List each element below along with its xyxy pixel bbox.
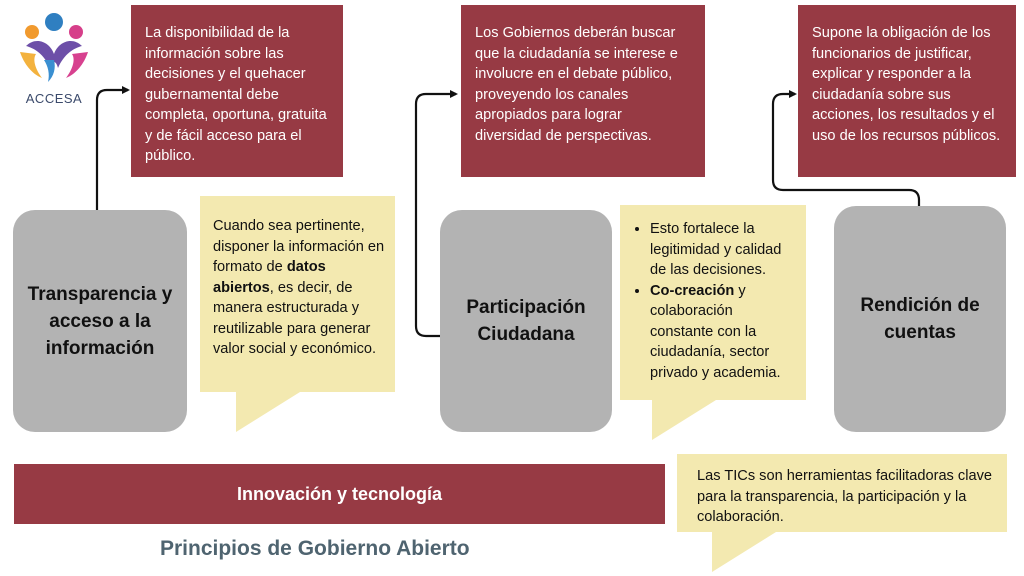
description-participacion (461, 5, 705, 177)
note-tail-participacion (652, 400, 716, 440)
note-participacion-bullet-1 (650, 219, 796, 281)
note-participacion (620, 205, 806, 400)
pillar-participacion-title: Participación Ciudadana (466, 297, 586, 345)
pillar-participacion (440, 210, 612, 432)
connector-transparencia (97, 90, 128, 210)
innovation-banner (14, 464, 665, 524)
pillar-rendicion-title: Rendición de cuentas (860, 295, 980, 343)
note-tail-banner (712, 532, 776, 572)
pillar-transparencia-title: Transparencia y acceso a la información (27, 283, 173, 359)
note-transparencia-bold: datos abiertos (213, 259, 326, 296)
pillar-rendicion (834, 206, 1006, 432)
description-rendicion (798, 5, 1016, 177)
note-participacion-list (626, 219, 796, 383)
pillar-transparencia (13, 210, 187, 432)
note-participacion-bullet-2-bold: Co-creación (650, 282, 735, 299)
note-banner-text: Las TICs son herramientas facilitadoras clave para la transparencia, la participación y la colaboración. (697, 468, 992, 525)
note-participacion-bullet-1-text: Esto fortalece la legitimidad y calidad de las decisiones. (650, 221, 782, 278)
note-participacion-bullet-2-text: y colaboración constante con la ciudadanía, sector privado y academia. (650, 282, 781, 381)
note-transparencia-text-rest: , es decir, de manera estructurada y reutilizable para generar valor social y económico. (213, 279, 377, 357)
note-transparencia (200, 196, 395, 392)
note-participacion-bullet-2 (650, 281, 796, 384)
note-banner (677, 454, 1007, 532)
note-transparencia-text: Cuando sea pertinente, disponer la información en formato de (213, 218, 385, 275)
innovation-banner-label: Innovación y tecnología (236, 483, 443, 504)
description-transparencia-text: La disponibilidad de la información sobre las decisiones y el quehacer gubernamental debe completa, oportuna, gratuita y de fácil acceso para el público. (145, 25, 327, 164)
description-participacion-text: Los Gobiernos deberán buscar que la ciudadanía se interese e involucre en el debate público, proveyendo los canales apropiados para lograr diversidad de perspectivas. (475, 25, 678, 144)
page-title: Principios de Gobierno Abierto (160, 537, 470, 560)
description-transparencia (131, 5, 343, 177)
logo-text: ACCESA (25, 91, 83, 106)
description-rendicion-text: Supone la obligación de los funcionarios de justificar, explicar y responder a la ciudadanía sobre sus acciones, los resultados y el uso de los recursos públicos. (812, 25, 1001, 144)
note-tail-transparencia (236, 392, 300, 432)
